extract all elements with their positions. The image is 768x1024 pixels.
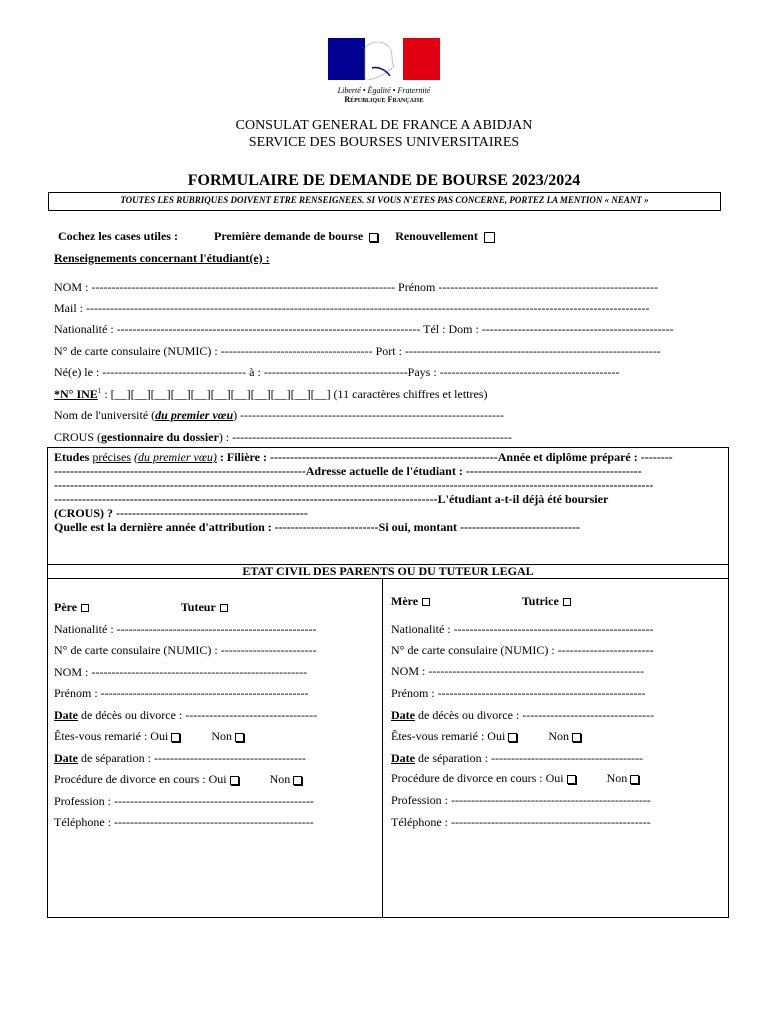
notice-text: TOUTES LES RUBRIQUES DOIVENT ETRE RENSEIGNEES. SI VOUS N'ETES PAS CONCERNE, PORTEZ LA MENTION « NEANT » [120, 195, 649, 205]
option-first-checkbox[interactable] [369, 233, 378, 242]
student-naissance-field[interactable]: Né(e) le : ------------------------------------ à : ------------------------------------Pays : --------------------------------------------- [54, 365, 620, 379]
tuteur-checkbox[interactable] [220, 604, 228, 612]
left-remarie-field: Êtes-vous remarié : Oui Non [54, 729, 247, 744]
studies-line-3[interactable]: ------------------------------------------------------------------------------------------------------------------------------------------------------ [54, 478, 654, 492]
consulate-name: CONSULAT GENERAL DE FRANCE A ABIDJAN [235, 118, 533, 133]
logo-republic: République Française [344, 95, 424, 104]
left-prenom-field[interactable]: Prénom : ---------------------------------------------------- [54, 686, 309, 700]
republic-logo [328, 38, 440, 104]
student-crous-field[interactable]: CROUS (gestionnaire du dossier) : ---------------------------------------------------------------------- [54, 430, 512, 444]
right-procedure-non-checkbox[interactable] [630, 775, 639, 784]
left-telephone-field[interactable]: Téléphone : -------------------------------------------------- [54, 815, 314, 829]
student-mail-field[interactable]: Mail : --------------------------------------------------------------------------------------------------------------------------------------------- [54, 301, 650, 315]
right-procedure-field: Procédure de divorce en cours : Oui Non [391, 771, 642, 786]
marianne-flag-icon [328, 38, 440, 80]
left-carte-field[interactable]: N° de carte consulaire (NUMIC) : ------------------------ [54, 643, 317, 657]
right-nationalite-field[interactable]: Nationalité : -------------------------------------------------- [391, 622, 654, 636]
form-title: FORMULAIRE DE DEMANDE DE BOURSE 2023/2024 [187, 172, 581, 189]
right-remarie-field: Êtes-vous remarié : Oui Non [391, 729, 584, 744]
right-carte-field[interactable]: N° de carte consulaire (NUMIC) : ------------------------ [391, 643, 654, 657]
left-remarie-non-checkbox[interactable] [235, 733, 244, 742]
left-procedure-oui-checkbox[interactable] [230, 776, 239, 785]
studies-line-2[interactable]: ---------------------------------------------------------------Adresse actuelle de l'étudiant : -------------------------------------------- [54, 464, 642, 478]
right-remarie-oui-checkbox[interactable] [508, 733, 517, 742]
studies-line-6[interactable]: Quelle est la dernière année d'attribution : --------------------------Si oui, montant ------------------------------ [54, 520, 580, 534]
options-row [58, 229, 498, 244]
right-nom-field[interactable]: NOM : ------------------------------------------------------ [391, 664, 645, 678]
left-nom-field[interactable]: NOM : ------------------------------------------------------ [54, 665, 308, 679]
student-nationalite-field[interactable]: Nationalité : ---------------------------------------------------------------------------- Tél : Dom : ------------------------------------------------ [54, 322, 674, 336]
student-carte-field[interactable]: N° de carte consulaire (NUMIC) : -------------------------------------- Port : ---------------------------------------------------------------- [54, 344, 661, 358]
studies-line-1[interactable]: Etudes précises (du premier vœu) : Filière : ---------------------------------------------------------Année et diplôme préparé : -------- [54, 450, 673, 464]
option-first-label: Première demande de bourse [213, 229, 364, 243]
left-profession-field[interactable]: Profession : -------------------------------------------------- [54, 794, 314, 808]
option-renewal-label: Renouvellement [395, 229, 478, 243]
right-telephone-field[interactable]: Téléphone : -------------------------------------------------- [391, 815, 651, 829]
left-procedure-field: Procédure de divorce en cours : Oui Non [54, 772, 305, 787]
right-prenom-field[interactable]: Prénom : ---------------------------------------------------- [391, 686, 646, 700]
left-nationalite-field[interactable]: Nationalité : -------------------------------------------------- [54, 622, 317, 636]
right-separation-field[interactable]: Date de séparation : -------------------------------------- [391, 751, 643, 765]
mere-checkbox[interactable] [422, 598, 430, 606]
right-deces-field[interactable]: Date de décès ou divorce : --------------------------------- [391, 708, 655, 722]
right-procedure-oui-checkbox[interactable] [567, 775, 576, 784]
left-parent-type: Père Tuteur [54, 600, 228, 615]
option-renewal-checkbox[interactable] [484, 232, 495, 243]
left-separation-field[interactable]: Date de séparation : -------------------------------------- [54, 751, 306, 765]
right-profession-field[interactable]: Profession : -------------------------------------------------- [391, 793, 651, 807]
right-parent-type: Mère Tutrice [391, 594, 571, 609]
options-label: Cochez les cases utiles : [58, 229, 178, 243]
left-procedure-non-checkbox[interactable] [293, 776, 302, 785]
right-remarie-non-checkbox[interactable] [572, 733, 581, 742]
service-name: SERVICE DES BOURSES UNIVERSITAIRES [248, 135, 520, 150]
student-universite-field[interactable]: Nom de l'université (du premier vœu) ------------------------------------------------------------------ [54, 408, 504, 422]
left-remarie-oui-checkbox[interactable] [171, 733, 180, 742]
left-deces-field[interactable]: Date de décès ou divorce : --------------------------------- [54, 708, 318, 722]
parents-heading: ETAT CIVIL DES PARENTS OU DU TUTEUR LEGAL [242, 564, 534, 578]
parents-divider [382, 578, 383, 918]
student-nom-field[interactable]: NOM : ---------------------------------------------------------------------------- Prénom ------------------------------------------------------- [54, 280, 659, 294]
studies-line-4[interactable]: ------------------------------------------------------------------------------------------------L'étudiant a-t-il déjà été boursier [54, 492, 609, 506]
student-ine-field[interactable]: *N° INE$^1$ : [__][__][__][__][__][__][__][__][__][__][__] (11 caractères chiffres et lettres) [54, 387, 488, 401]
studies-line-5[interactable]: (CROUS) ? ------------------------------------------------ [54, 506, 308, 520]
tutrice-checkbox[interactable] [563, 598, 571, 606]
pere-checkbox[interactable] [81, 604, 89, 612]
logo-motto: Liberté • Égalité • Fraternité [337, 86, 431, 95]
student-heading: Renseignements concernant l'étudiant(e) : [54, 251, 270, 265]
